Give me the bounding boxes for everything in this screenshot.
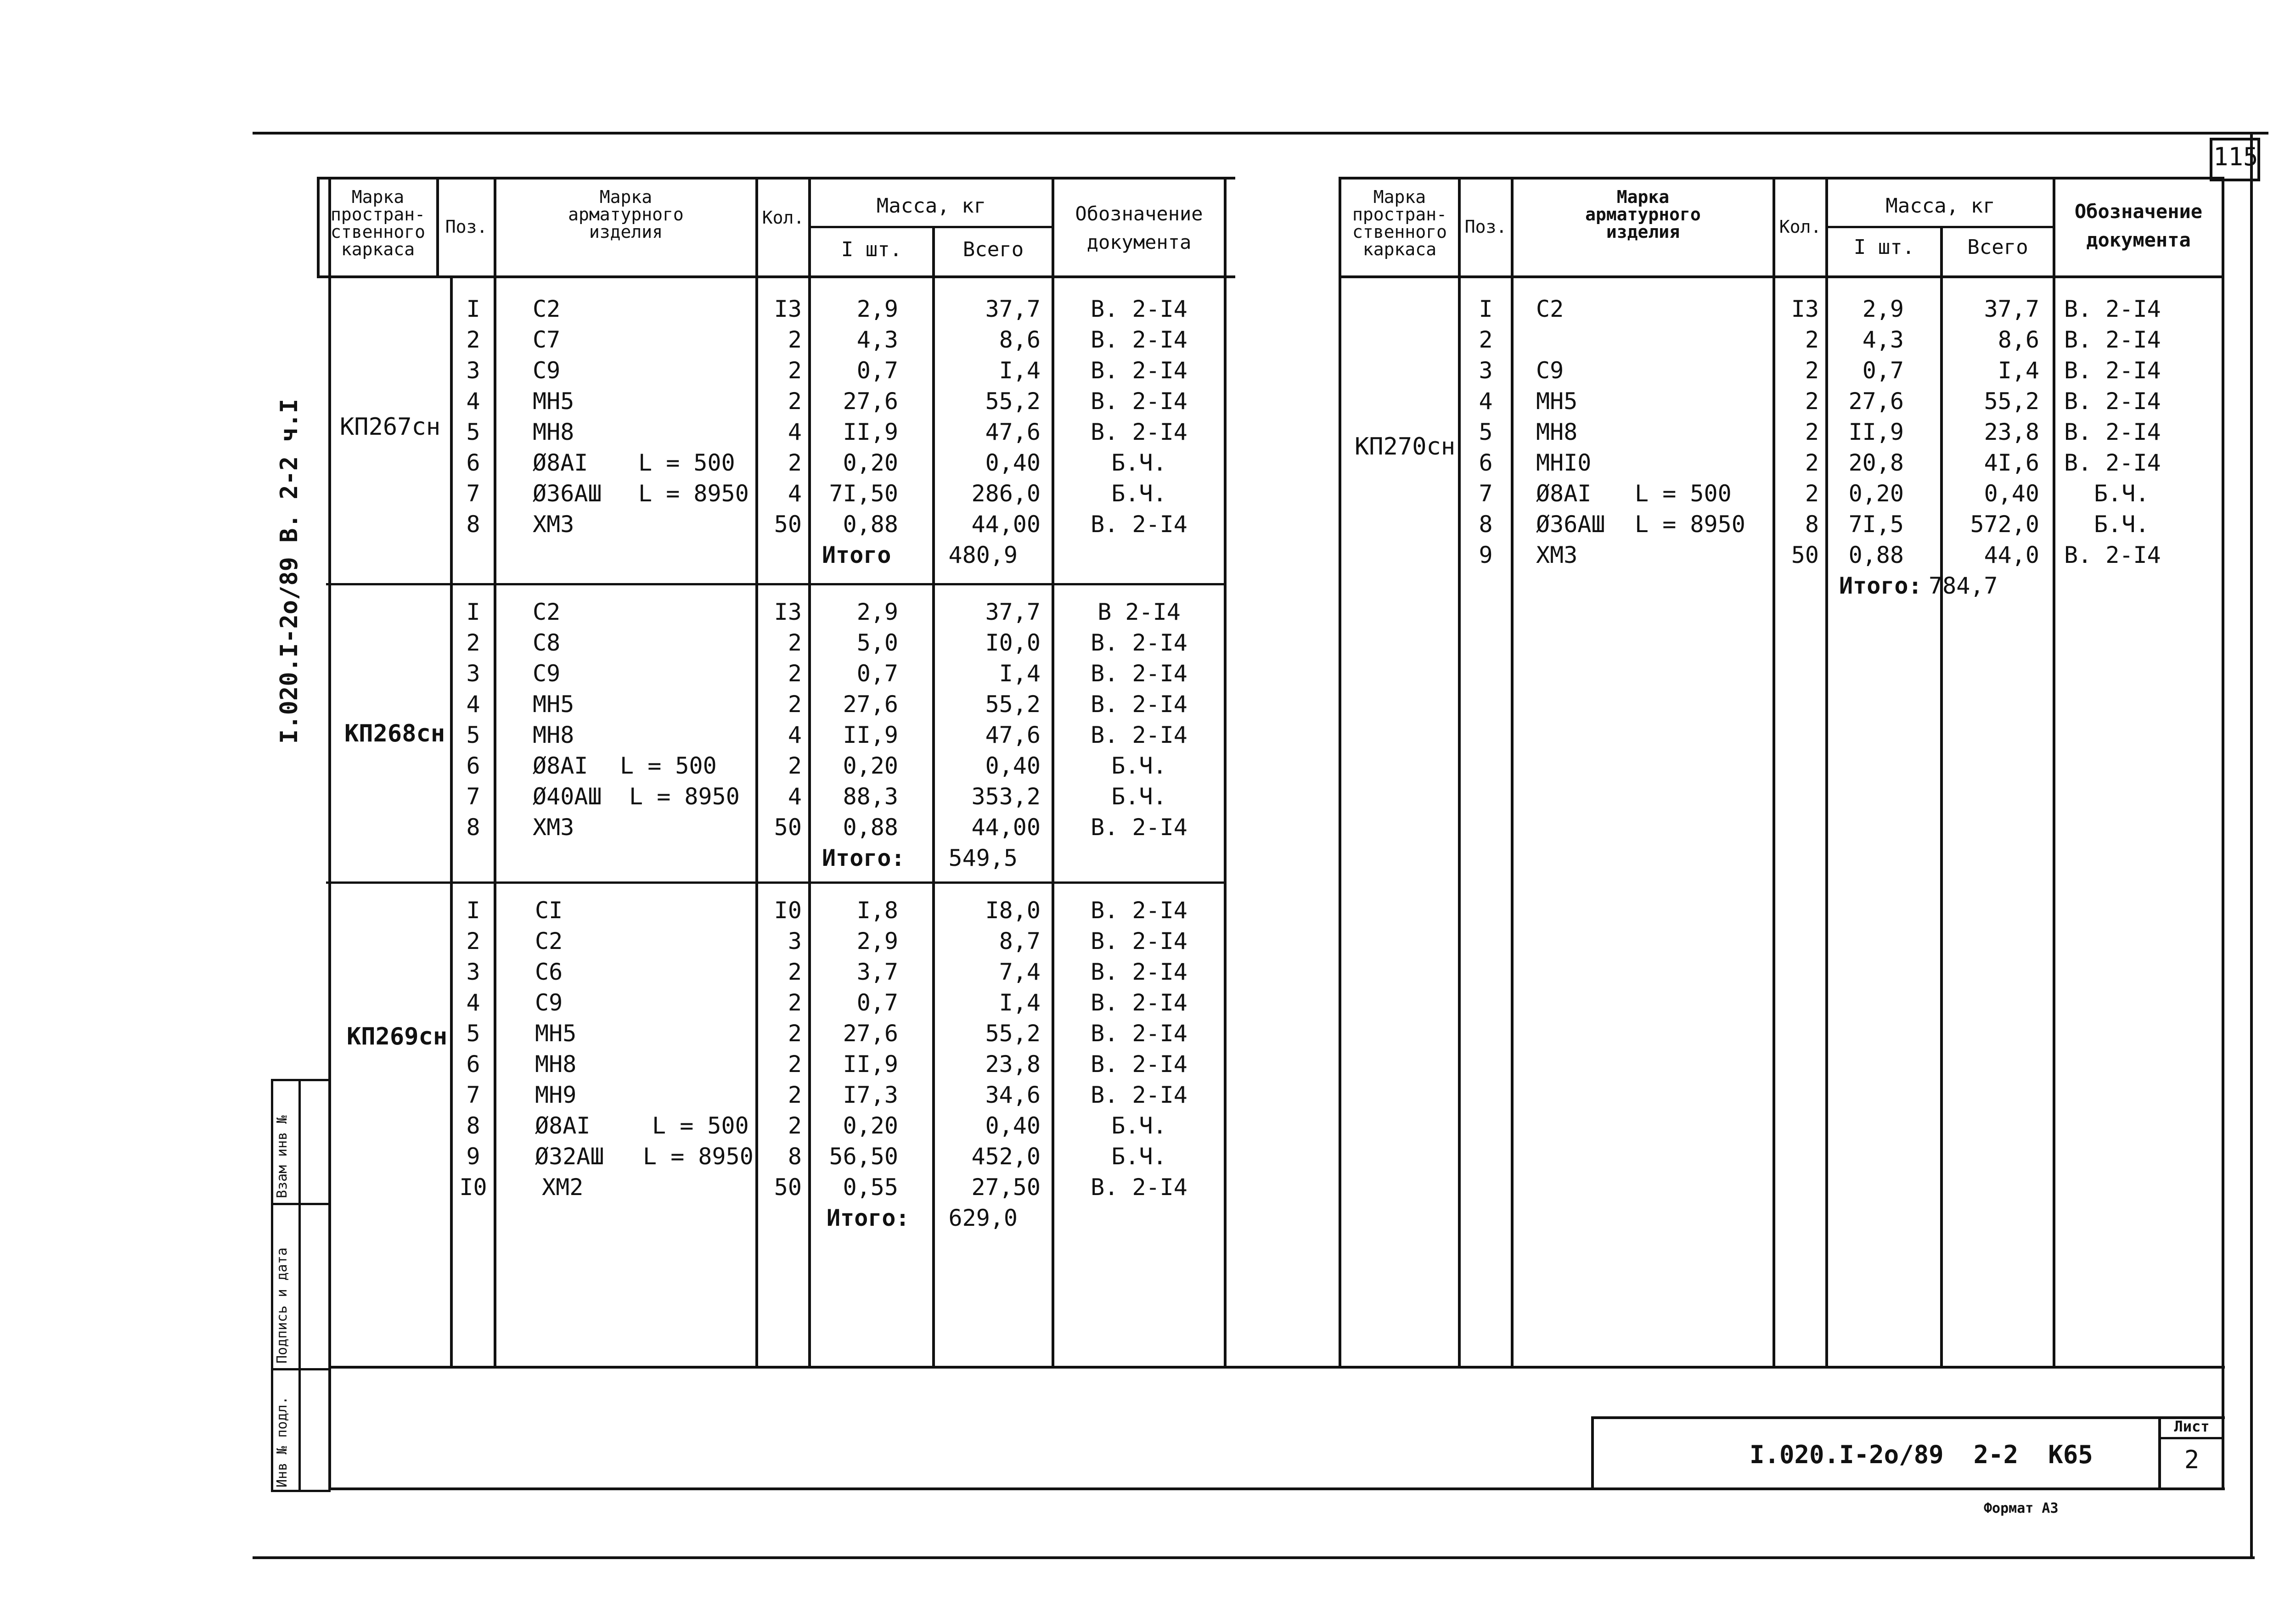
one: 0,20 <box>1848 480 1904 507</box>
kol: 4 <box>788 783 802 810</box>
kol: 2 <box>788 989 802 1016</box>
izd: СI <box>535 897 563 924</box>
pos: 5 <box>466 419 480 445</box>
one: 0,7 <box>856 660 898 687</box>
len: L = 8950 <box>629 783 740 810</box>
one: 27,6 <box>843 388 898 415</box>
pos: 7 <box>466 783 480 810</box>
one: 5,0 <box>856 629 898 656</box>
pos: 3 <box>1479 357 1493 384</box>
pos: I0 <box>459 1174 487 1201</box>
izd: МН8 <box>533 419 574 445</box>
kol: 2 <box>788 357 802 384</box>
doc: Б.Ч. <box>1111 1143 1167 1170</box>
total: 37,7 <box>985 599 1041 625</box>
kol: I3 <box>1791 296 1819 322</box>
total: I,4 <box>1998 357 2039 384</box>
izd: МН8 <box>535 1051 577 1078</box>
izd: ХМ2 <box>542 1174 584 1201</box>
one: 0,20 <box>843 1112 898 1139</box>
izd: С2 <box>535 928 563 954</box>
pos: 9 <box>466 1143 480 1170</box>
total: 23,8 <box>985 1051 1041 1078</box>
izd: С7 <box>533 326 561 353</box>
kol: 2 <box>788 1051 802 1078</box>
kol: 2 <box>788 326 802 353</box>
kol: 50 <box>774 511 802 538</box>
total-label: Итого <box>822 542 891 568</box>
one: 88,3 <box>843 783 898 810</box>
sheet-label: Лист <box>2174 1418 2210 1435</box>
total: 0,40 <box>1984 480 2039 507</box>
pos: 5 <box>466 722 480 748</box>
kol: 8 <box>1805 511 1819 538</box>
pos: 4 <box>1479 388 1493 415</box>
kol: 4 <box>788 480 802 507</box>
one: 0,88 <box>843 511 898 538</box>
len: L = 500 <box>1635 480 1732 507</box>
doc: В. 2-I4 <box>1091 691 1187 718</box>
total: 47,6 <box>985 722 1041 748</box>
pos: 8 <box>466 814 480 841</box>
izd: Ø8АI <box>1536 480 1592 507</box>
pos: 3 <box>466 357 480 384</box>
total: 353,2 <box>971 783 1041 810</box>
doc: В. 2-I4 <box>1091 357 1187 384</box>
header-doc-right: Обозначение документа <box>2074 200 2203 251</box>
frame-left <box>328 177 331 1490</box>
doc: В. 2-I4 <box>2064 326 2161 353</box>
stamp-podpis-data: Подпись и дата <box>274 1247 290 1364</box>
one: 0,88 <box>843 814 898 841</box>
stamp-vzam-inv: Взам инв № <box>274 1115 290 1198</box>
total: 34,6 <box>985 1082 1041 1108</box>
one: 0,20 <box>843 752 898 779</box>
group-mark: КП269сн <box>347 1023 448 1050</box>
total: 8,6 <box>999 326 1041 353</box>
pos: 8 <box>466 1112 480 1139</box>
pos: 4 <box>466 691 480 718</box>
pos: 4 <box>466 388 480 415</box>
one: 2,9 <box>856 599 898 625</box>
pos: 8 <box>466 511 480 538</box>
pos: 6 <box>1479 449 1493 476</box>
kol: 2 <box>788 388 802 415</box>
kol: I3 <box>774 296 802 322</box>
frame-right <box>2222 177 2224 1490</box>
izd: МН8 <box>1536 419 1578 445</box>
header-izd-left: Марка арматурного изделия <box>568 187 684 242</box>
header-pos-left: Поз. <box>445 217 488 237</box>
one: I7,3 <box>843 1082 898 1108</box>
len: L = 8950 <box>643 1143 754 1170</box>
header-one-left: I шт. <box>841 238 902 261</box>
header-marka-right: Марка простран- ственного каркаса <box>1352 187 1447 259</box>
total-value: 784,7 <box>1929 572 1998 599</box>
len: L = 500 <box>620 752 717 779</box>
izd: Ø8АI <box>533 752 588 779</box>
izd: С8 <box>533 629 561 656</box>
doc: Б.Ч. <box>1111 752 1167 779</box>
total-value: 549,5 <box>948 845 1018 871</box>
doc: В. 2-I4 <box>2064 357 2161 384</box>
kol: I0 <box>774 897 802 924</box>
total-label: Итого: <box>822 845 905 871</box>
one: II,9 <box>843 722 898 748</box>
format-label: Формат А3 <box>1984 1500 2059 1516</box>
total: 0,40 <box>985 1112 1041 1139</box>
kol: 2 <box>788 752 802 779</box>
one: 2,9 <box>856 928 898 954</box>
pos: 6 <box>466 1051 480 1078</box>
page-number: 115 <box>2213 142 2258 171</box>
kol: 50 <box>1791 542 1819 568</box>
kol: 2 <box>788 660 802 687</box>
pos: 2 <box>1479 326 1493 353</box>
one: 27,6 <box>843 1020 898 1047</box>
header-massa-left: Масса, кг <box>876 194 986 218</box>
pos: 5 <box>1479 419 1493 445</box>
kol: 2 <box>1805 419 1819 445</box>
title-code: I.020.I-2o/89 2-2 К65 <box>1750 1440 2093 1469</box>
doc: Б.Ч. <box>1111 449 1167 476</box>
header-pos-right: Поз. <box>1464 217 1507 237</box>
len: L = 8950 <box>1635 511 1745 538</box>
kol: 2 <box>1805 357 1819 384</box>
doc: Б.Ч. <box>2094 480 2150 507</box>
len: L = 500 <box>652 1112 749 1139</box>
izd: С9 <box>533 660 561 687</box>
one: 27,6 <box>843 691 898 718</box>
doc: В. 2-I4 <box>1091 1174 1187 1201</box>
total: 286,0 <box>971 480 1041 507</box>
doc: В. 2-I4 <box>1091 419 1187 445</box>
kol: 2 <box>788 1082 802 1108</box>
one: 4,3 <box>1862 326 1904 353</box>
one: 0,7 <box>856 357 898 384</box>
header-massa-right: Масса, кг <box>1885 194 1995 218</box>
total: 47,6 <box>985 419 1041 445</box>
izd: С2 <box>533 296 561 322</box>
total: 0,40 <box>985 752 1041 779</box>
side-stamp: I.020.I-2o/89 В. 2-2 ч.I <box>276 398 303 744</box>
header-marka-left: Марка простран- ственного каркаса <box>331 187 425 259</box>
total: 55,2 <box>1984 388 2039 415</box>
one: 0,7 <box>856 989 898 1016</box>
izd: МН5 <box>533 388 574 415</box>
izd: С6 <box>535 959 563 985</box>
one: 7I,50 <box>829 480 898 507</box>
pos: 9 <box>1479 542 1493 568</box>
one: 56,50 <box>829 1143 898 1170</box>
one: 3,7 <box>856 959 898 985</box>
pos: 7 <box>1479 480 1493 507</box>
total: 23,8 <box>1984 419 2039 445</box>
pos: 2 <box>466 928 480 954</box>
right-page-line <box>2250 133 2253 1559</box>
kol: 2 <box>788 449 802 476</box>
pos: 6 <box>466 752 480 779</box>
one: 2,9 <box>1862 296 1904 322</box>
kol: I3 <box>774 599 802 625</box>
pos: I <box>1479 296 1493 322</box>
one: 0,88 <box>1848 542 1904 568</box>
stamp-inv-podl: Инв № подл. <box>274 1396 290 1487</box>
one: 0,20 <box>843 449 898 476</box>
total: I,4 <box>999 989 1041 1016</box>
doc: В. 2-I4 <box>2064 296 2161 322</box>
one: II,9 <box>1848 419 1904 445</box>
total: 55,2 <box>985 691 1041 718</box>
kol: 2 <box>788 1112 802 1139</box>
pos: 4 <box>466 989 480 1016</box>
top-page-line <box>253 132 2268 135</box>
izd: С2 <box>1536 296 1564 322</box>
total: 0,40 <box>985 449 1041 476</box>
izd: МН9 <box>535 1082 577 1108</box>
pos: 6 <box>466 449 480 476</box>
kol: 2 <box>788 1020 802 1047</box>
doc: В. 2-I4 <box>1091 1020 1187 1047</box>
izd: Ø32АШ <box>535 1143 604 1170</box>
doc: В. 2-I4 <box>1091 814 1187 841</box>
total: I,4 <box>999 660 1041 687</box>
izd: Ø8АI <box>533 449 588 476</box>
one: 0,7 <box>1862 357 1904 384</box>
doc: В. 2-I4 <box>1091 959 1187 985</box>
kol: 50 <box>774 1174 802 1201</box>
pos: 7 <box>466 480 480 507</box>
pos: 2 <box>466 326 480 353</box>
izd: С9 <box>535 989 563 1016</box>
kol: 3 <box>788 928 802 954</box>
doc: В. 2-I4 <box>2064 542 2161 568</box>
kol: 50 <box>774 814 802 841</box>
kol: 2 <box>788 959 802 985</box>
kol: 2 <box>788 629 802 656</box>
total: 452,0 <box>971 1143 1041 1170</box>
izd: С9 <box>1536 357 1564 384</box>
izd: МН5 <box>1536 388 1578 415</box>
pos: 3 <box>466 959 480 985</box>
total: 55,2 <box>985 1020 1041 1047</box>
total: 8,7 <box>999 928 1041 954</box>
doc: В. 2-I4 <box>1091 1082 1187 1108</box>
one: 2,9 <box>856 296 898 322</box>
one: 27,6 <box>1848 388 1904 415</box>
total: I,4 <box>999 357 1041 384</box>
header-doc-left: Обозначение документа <box>1075 202 1203 253</box>
total: 37,7 <box>1984 296 2039 322</box>
total: I0,0 <box>985 629 1041 656</box>
kol: 2 <box>1805 480 1819 507</box>
total-value: 629,0 <box>948 1205 1018 1231</box>
one: 4,3 <box>856 326 898 353</box>
doc: Б.Ч. <box>1111 783 1167 810</box>
izd: МН5 <box>535 1020 577 1047</box>
header-kol-left: Кол. <box>762 208 805 228</box>
total: 572,0 <box>1970 511 2039 538</box>
izd: МНI0 <box>1536 449 1592 476</box>
doc: В 2-I4 <box>1097 599 1181 625</box>
izd: Ø36АШ <box>1536 511 1605 538</box>
one: 0,55 <box>843 1174 898 1201</box>
total: I8,0 <box>985 897 1041 924</box>
doc: В. 2-I4 <box>2064 388 2161 415</box>
one: 20,8 <box>1848 449 1904 476</box>
pos: 8 <box>1479 511 1493 538</box>
doc: В. 2-I4 <box>1091 296 1187 322</box>
bottom-page-line <box>253 1556 2255 1559</box>
total: 37,7 <box>985 296 1041 322</box>
kol: 2 <box>788 691 802 718</box>
doc: В. 2-I4 <box>2064 449 2161 476</box>
kol: 4 <box>788 419 802 445</box>
pos: I <box>466 599 480 625</box>
izd: МН5 <box>533 691 574 718</box>
header-kol-right: Кол. <box>1779 217 1822 237</box>
izd: ХМ3 <box>533 814 574 841</box>
one: II,9 <box>843 1051 898 1078</box>
header-izd-right: Марка арматурного изделия <box>1585 187 1701 242</box>
kol: 8 <box>788 1143 802 1170</box>
doc: В. 2-I4 <box>1091 629 1187 656</box>
group-mark: КП268сн <box>344 720 445 747</box>
total: 8,6 <box>1998 326 2039 353</box>
pos: I <box>466 296 480 322</box>
one: I,8 <box>856 897 898 924</box>
total-label: Итого: <box>1839 572 1922 599</box>
sheet-number: 2 <box>2184 1445 2200 1474</box>
pos: I <box>466 897 480 924</box>
izd: Ø36АШ <box>533 480 602 507</box>
doc: В. 2-I4 <box>1091 660 1187 687</box>
doc: В. 2-I4 <box>1091 1051 1187 1078</box>
group-mark: КП267сн <box>340 413 441 441</box>
izd: ХМ3 <box>533 511 574 538</box>
izd: МН8 <box>533 722 574 748</box>
len: L = 8950 <box>638 480 749 507</box>
doc: В. 2-I4 <box>1091 897 1187 924</box>
header-one-right: I шт. <box>1853 236 1915 259</box>
doc: Б.Ч. <box>1111 480 1167 507</box>
pos: 3 <box>466 660 480 687</box>
total: 44,0 <box>1984 542 2039 568</box>
doc: В. 2-I4 <box>2064 419 2161 445</box>
pos: 7 <box>466 1082 480 1108</box>
doc: Б.Ч. <box>1111 1112 1167 1139</box>
header-total-right: Всего <box>1967 236 2028 259</box>
kol: 2 <box>1805 388 1819 415</box>
total-value: 480,9 <box>948 542 1018 568</box>
total: 7,4 <box>999 959 1041 985</box>
len: L = 500 <box>638 449 735 476</box>
total: 55,2 <box>985 388 1041 415</box>
total: 44,00 <box>971 511 1041 538</box>
pos: 5 <box>466 1020 480 1047</box>
doc: В. 2-I4 <box>1091 989 1187 1016</box>
header-total-left: Всего <box>962 238 1024 261</box>
pos: 2 <box>466 629 480 656</box>
one: 7I,5 <box>1848 511 1904 538</box>
total: 44,00 <box>971 814 1041 841</box>
doc: В. 2-I4 <box>1091 388 1187 415</box>
one: II,9 <box>843 419 898 445</box>
izd: Ø40АШ <box>533 783 602 810</box>
izd: Ø8АI <box>535 1112 591 1139</box>
doc: В. 2-I4 <box>1091 928 1187 954</box>
doc: В. 2-I4 <box>1091 511 1187 538</box>
izd: С9 <box>533 357 561 384</box>
izd: ХМ3 <box>1536 542 1578 568</box>
kol: 4 <box>788 722 802 748</box>
total-label: Итого: <box>827 1205 910 1231</box>
doc: Б.Ч. <box>2094 511 2150 538</box>
doc: В. 2-I4 <box>1091 722 1187 748</box>
kol: 2 <box>1805 326 1819 353</box>
kol: 2 <box>1805 449 1819 476</box>
izd: С2 <box>533 599 561 625</box>
doc: В. 2-I4 <box>1091 326 1187 353</box>
group-mark: КП270сн <box>1355 433 1456 460</box>
total: 4I,6 <box>1984 449 2039 476</box>
total: 27,50 <box>971 1174 1041 1201</box>
